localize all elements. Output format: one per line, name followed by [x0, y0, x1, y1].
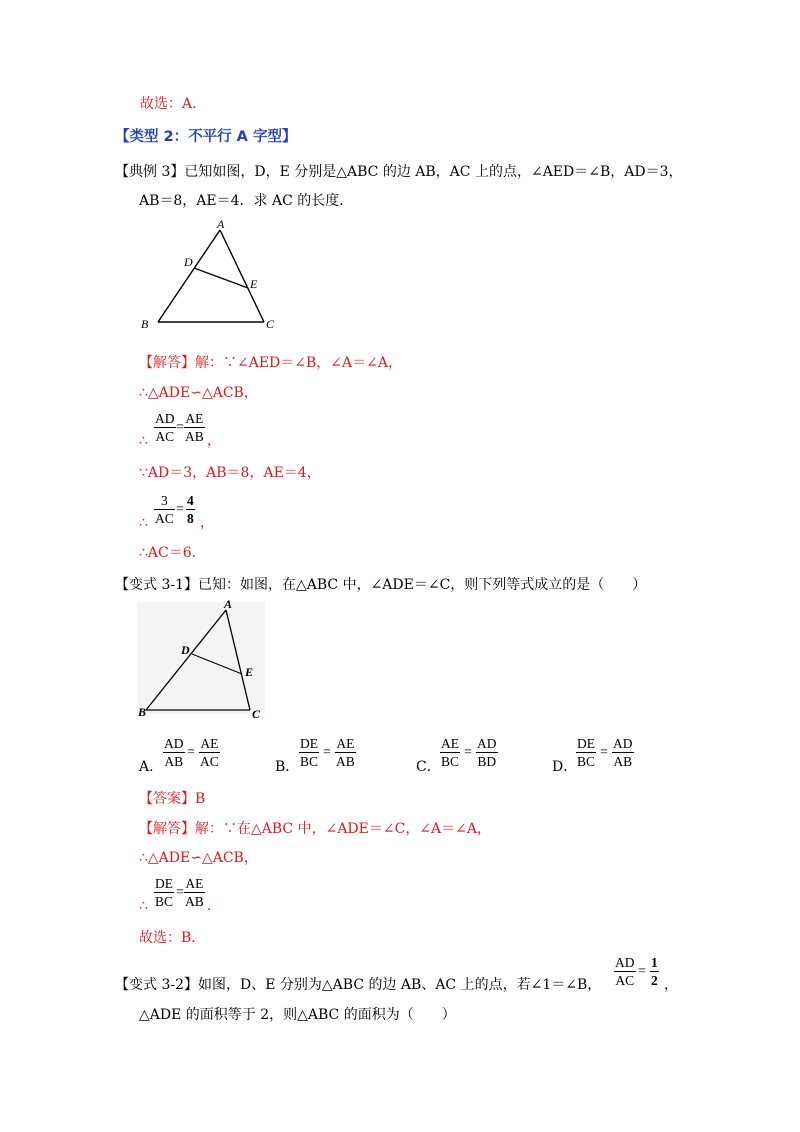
- example3-result: ∴AC＝6．: [139, 545, 206, 561]
- fraction-ad-bd: $\frac{AD}{BD}$: [477, 736, 497, 769]
- variation31-triangle-figure: [132, 596, 272, 721]
- numerator: 1: [651, 955, 658, 970]
- fraction-3-ac: [154, 493, 175, 526]
- denominator: AB: [185, 429, 204, 444]
- option-label: B．: [275, 759, 300, 775]
- option-label: C．: [416, 759, 441, 775]
- denominator: AC: [615, 973, 635, 988]
- variation32-stem-line2: △ADE 的面积等于 2，则△ABC 的面积为（ ）: [139, 1007, 456, 1023]
- period: ．: [207, 898, 221, 914]
- equals-sign: =: [176, 420, 184, 435]
- equals-sign: =: [323, 745, 331, 760]
- variation31-solution-line1: 【解答】解：∵在△ABC 中，∠ADE＝∠C，∠A＝∠A，: [139, 821, 491, 837]
- therefore-symbol: ∴: [139, 515, 148, 531]
- equals-sign: =: [638, 964, 646, 979]
- denominator: AB: [185, 894, 204, 909]
- numerator: AE: [185, 876, 204, 891]
- equals-sign: =: [600, 745, 608, 760]
- denominator: 2: [651, 973, 658, 988]
- fraction-4-8: [186, 493, 195, 526]
- fraction-ae-ac: $\frac{AE}{AC}$: [200, 736, 219, 769]
- numerator: 4: [187, 493, 194, 508]
- example3-line1: 【典例 3】已知如图，D，E 分别是△ABC 的边 AB，AC 上的点，∠AED＝∠B，AD＝3，: [115, 164, 683, 180]
- variation31-choice: 故选：B．: [139, 930, 206, 946]
- example3-triangle-figure: [138, 218, 288, 333]
- denominator: AC: [155, 511, 174, 526]
- equals-sign: =: [176, 502, 184, 517]
- fraction-ad-ab: $\frac{AD}{AB}$: [613, 736, 633, 769]
- comma: ，: [207, 433, 221, 449]
- fraction-1-2: [650, 955, 659, 988]
- option-label: D．: [552, 759, 578, 775]
- comma: ，: [664, 977, 678, 993]
- example3-solution-line2: ∴△ADE∽△ACB，: [139, 385, 258, 401]
- denominator: BC: [155, 894, 174, 909]
- side-ab: [158, 230, 220, 322]
- numerator: 3: [154, 493, 175, 510]
- fraction-ae-bc: $\frac{AE}{BC}$: [441, 736, 460, 769]
- variation31-stem: 【变式 3-1】已知：如图，在△ABC 中，∠ADE＝∠C，则下列等式成立的是（ ）: [115, 577, 647, 593]
- label-b: B: [141, 317, 149, 331]
- label-c: C: [266, 317, 275, 331]
- fraction-de-bc: $\frac{DE}{BC}$: [577, 736, 596, 769]
- fraction-de-bc: [154, 876, 174, 909]
- equals-sign: =: [464, 745, 472, 760]
- label-d: D: [181, 643, 190, 657]
- therefore-symbol: ∴: [139, 898, 148, 914]
- section-title: 【类型 2：不平行 A 字型】: [115, 129, 297, 145]
- variation31-answer: 【答案】B: [139, 791, 206, 807]
- fraction-ad-ac: [614, 955, 636, 988]
- example3-line2: AB＝8，AE＝4．求 AC 的长度．: [139, 193, 354, 209]
- label-a: A: [217, 218, 225, 231]
- numerator: AD: [155, 411, 175, 426]
- label-e: E: [250, 277, 258, 291]
- label-a: A: [224, 597, 233, 611]
- example3-solution-line4: ∵AD＝3，AB＝8，AE＝4，: [139, 465, 321, 481]
- label-b: B: [138, 705, 147, 719]
- equals-sign: =: [187, 745, 195, 760]
- fraction-ae-ab: [184, 411, 205, 444]
- denominator: AC: [155, 429, 175, 444]
- equals-sign: =: [176, 885, 184, 900]
- numerator: AE: [185, 411, 204, 426]
- variation32-stem-line1: 【变式 3-2】如图，D、E 分别为△ABC 的边 AB、AC 上的点，若∠1＝∠B，: [115, 977, 602, 993]
- example3-solution-line1: 【解答】解：∵∠AED＝∠B，∠A＝∠A，: [139, 355, 402, 371]
- fraction-ae-ab: [184, 876, 205, 909]
- fraction-ad-ab: $\frac{AD}{AB}$: [164, 736, 184, 769]
- label-d: D: [184, 255, 193, 269]
- fraction-de-bc: $\frac{DE}{BC}$: [300, 736, 319, 769]
- previous-choice: 故选：A．: [140, 96, 207, 112]
- side-ac: [220, 230, 264, 322]
- fraction-ae-ab: $\frac{AE}{AB}$: [336, 736, 355, 769]
- label-e: E: [245, 665, 254, 679]
- label-c: C: [252, 707, 261, 721]
- fraction-ad-ac: [154, 411, 176, 444]
- variation31-solution-line2: ∴△ADE∽△ACB，: [139, 850, 258, 866]
- numerator: AD: [615, 955, 635, 970]
- comma: ，: [200, 515, 214, 531]
- denominator: 8: [187, 511, 194, 526]
- numerator: DE: [155, 876, 173, 891]
- option-label: A．: [139, 759, 164, 775]
- therefore-symbol: ∴: [139, 433, 148, 449]
